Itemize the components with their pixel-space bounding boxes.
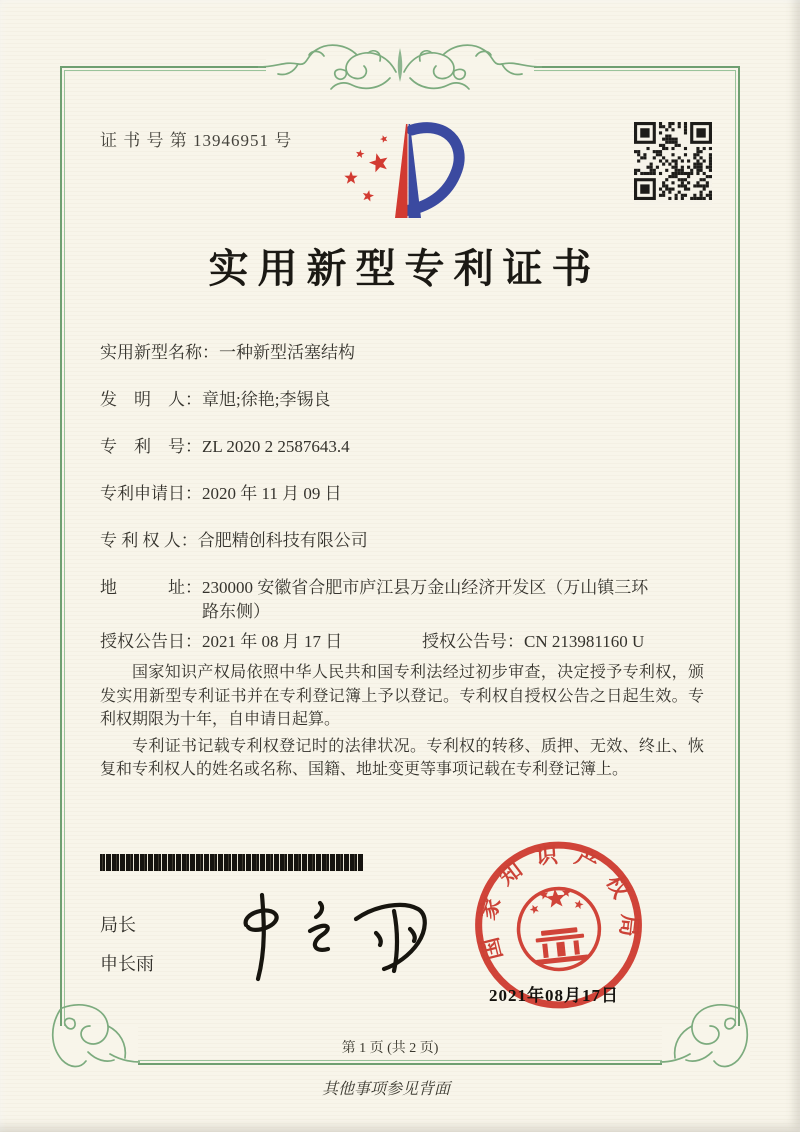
paragraph-register: 专利证书记载专利权登记时的法律状况。专利权的转移、质押、无效、终止、恢复和专利权人的姓名或名称、国籍、地址变更等事项记载在专利登记簿上。 (100, 737, 704, 778)
signer-name: 申长雨 (100, 954, 154, 974)
certificate-number: 证 书 号 第 13946951 号 (100, 131, 293, 150)
field-label: 专利申请日： (100, 484, 202, 503)
field-value: 合肥精创科技有限公司 (197, 531, 368, 550)
field-list (100, 341, 706, 654)
signature-icon (218, 883, 433, 993)
field-value: ZL 2020 2 2587643.4 (202, 437, 350, 456)
field-row-filing-date (100, 482, 706, 506)
back-note: 其他事项参见背面 (321, 1081, 450, 1098)
page-title: 实用新型专利证书 (208, 246, 601, 291)
field-value: 2020 年 11 月 09 日 (202, 484, 342, 503)
seal-text: 国家知识产权局 (473, 841, 643, 963)
field-label: 发 明 人： (100, 390, 202, 409)
grant-no-label: 授权公告号： (422, 632, 524, 651)
field-label: 专 利 号： (100, 437, 202, 456)
seal-date: 2021年08月17日 (489, 986, 619, 1005)
grant-date (100, 630, 422, 654)
dragon-flourish-top-icon (258, 36, 542, 98)
qr-code (634, 122, 712, 205)
legal-text (100, 661, 704, 785)
grant-date-value: 2021 年 08 月 17 日 (202, 632, 343, 651)
paragraph-grant: 国家知识产权局依照中华人民共和国专利法经过初步审查，决定授予专利权，颁发实用新型专利证书并在专利登记簿上予以登记。专利权自授权公告之日起生效。专利权期限为十年，自申请日起算。 (100, 664, 704, 728)
grant-no-value: CN 213981160 U (524, 632, 645, 651)
field-row-patent-no (100, 435, 706, 459)
field-value: 230000 安徽省合肥市庐江县万金山经济开发区（万山镇三环路东侧） (202, 578, 649, 621)
signer-block (100, 911, 154, 976)
field-row-inventors (100, 388, 706, 412)
grant-row (100, 630, 706, 654)
field-row-name (100, 341, 706, 365)
national-emblem-icon (514, 885, 603, 974)
barcode (100, 854, 363, 871)
field-value: 一种新型活塞结构 (219, 343, 355, 362)
cnipa-logo-icon (332, 110, 477, 235)
grant-number (422, 630, 644, 654)
field-label: 实用新型名称： (100, 343, 219, 362)
field-label: 地 址： (100, 578, 202, 597)
page-indicator: 第 1 页 (共 2 页) (341, 1041, 439, 1056)
signer-title: 局长 (100, 915, 136, 935)
field-label: 专 利 权 人： (100, 531, 198, 550)
field-row-patentee (100, 529, 706, 553)
grant-date-label: 授权公告日： (100, 632, 202, 651)
field-value: 章旭;徐艳;李锡良 (202, 390, 331, 409)
field-row-address (100, 576, 706, 624)
